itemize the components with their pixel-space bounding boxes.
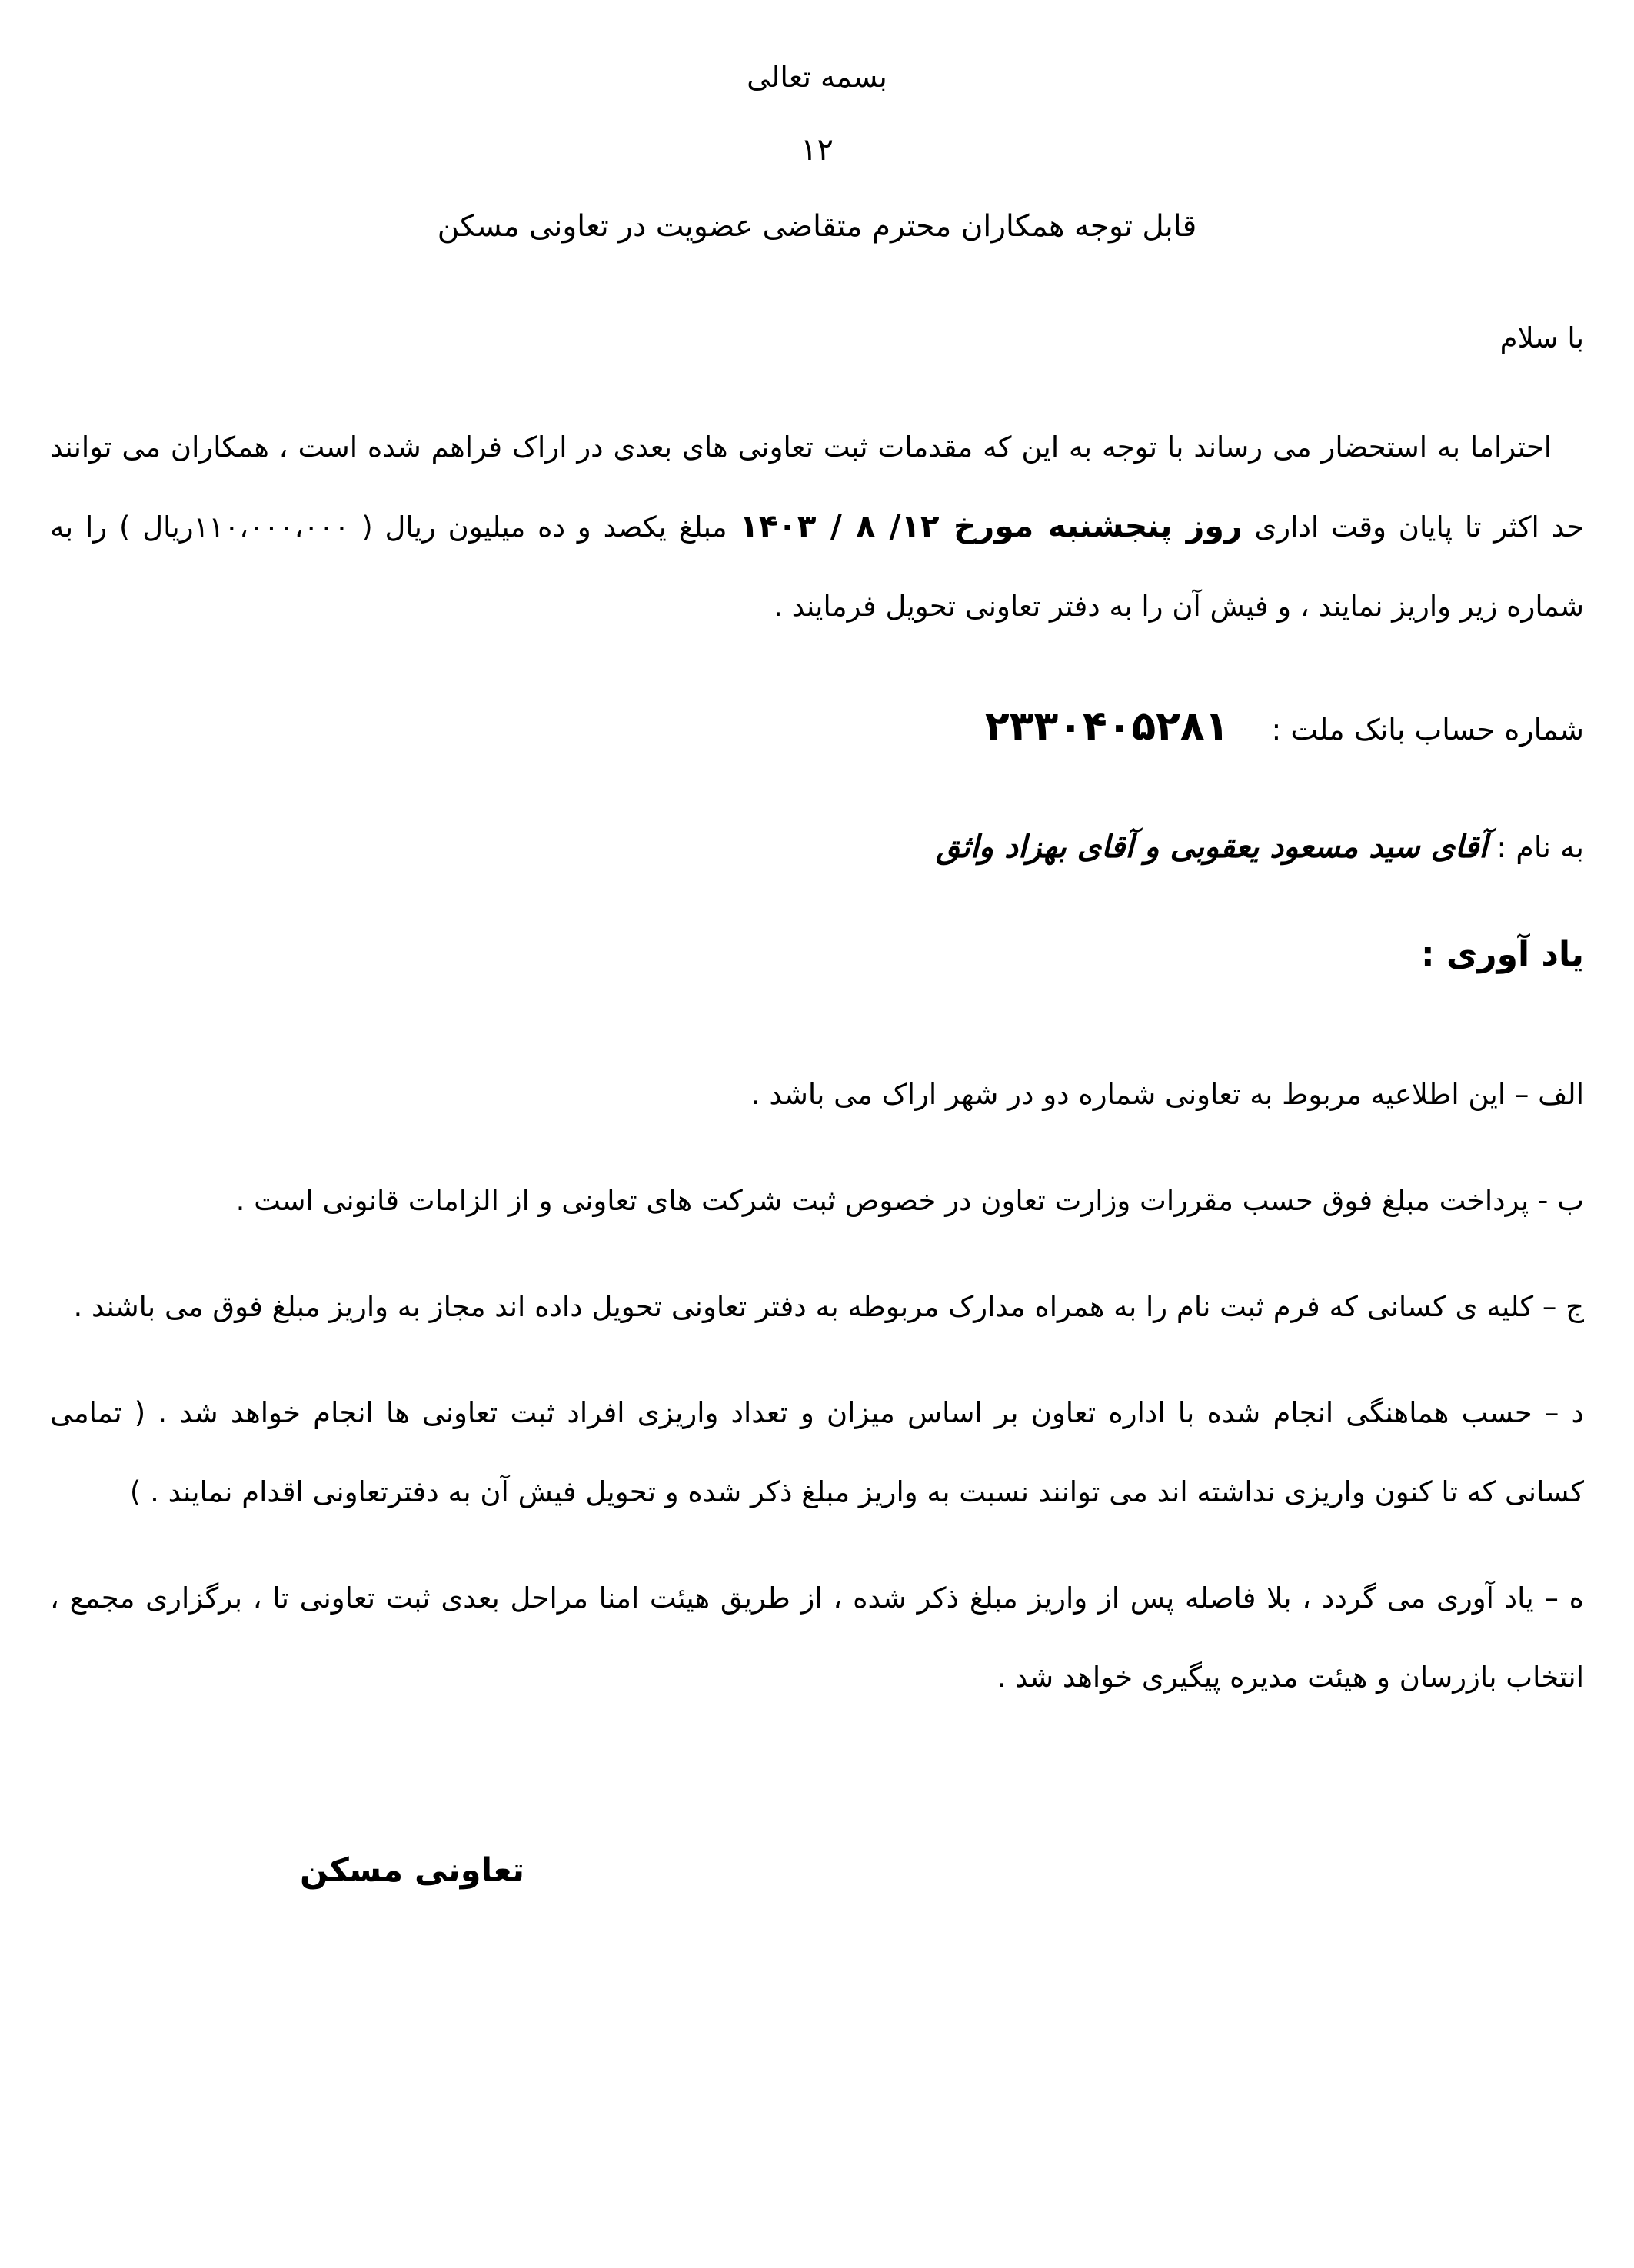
reminder-heading: یاد آوری :	[1421, 935, 1584, 974]
payee-row	[50, 820, 1584, 874]
intro-part2: مبلغ یکصد و ده میلیون ریال ( ۱۱۰،۰۰۰،۰۰۰ریال ) را به شماره زیر واریز نمایند ، و فیش آن را به دفتر تعاونی تحویل فرمایند .	[50, 510, 1584, 623]
note-item-he: ه – یاد آوری می گردد ، بلا فاصله پس از واریز مبلغ ذکر شده ، از طریق هیئت امنا مراحل بعدی ثبت تعاونی تا ، برگزاری مجمع ، انتخاب بازرسان و هیئت مدیره پیگیری خواهد شد .	[50, 1581, 1584, 1694]
intro-part1: احتراما به استحضار می رساند با توجه به این که مقدمات ثبت تعاونی های بعدی در اراک فراهم شده است ، همکاران می توانند حد اکثر تا پایان وقت اداری	[50, 431, 1584, 544]
note-item-alef: الف – این اطلاعیه مربوط به تعاونی شماره دو در شهر اراک می باشد .	[750, 1078, 1584, 1111]
intro-paragraph	[50, 407, 1584, 646]
page-number: ۱۲	[800, 132, 834, 168]
signature-text: تعاونی مسکن	[300, 1851, 524, 1890]
notes-list	[50, 1055, 1584, 1717]
bank-account-number: ۲۳۳۰۴۰۵۲۸۱	[985, 703, 1230, 750]
payee-label: به نام :	[1487, 830, 1584, 864]
note-item-be: ب - پرداخت مبلغ فوق حسب مقررات وزارت تعاون در خصوص ثبت شرکت های تعاونی و از الزامات قانونی است .	[235, 1184, 1584, 1217]
note-item-jim: ج – کلیه ی کسانی که فرم ثبت نام را به همراه مدارک مربوطه به دفتر تعاونی تحویل داده اند مجاز به واریز مبلغ فوق می باشند .	[73, 1290, 1584, 1323]
bismillah-text: بسمه تعالی	[747, 60, 887, 94]
note-item-dal: د – حسب هماهنگی انجام شده با اداره تعاون بر اساس میزان و تعداد واریزی افراد ثبت تعاونی ها انجام خواهد شد . ( تمامی کسانی که تا کنون واریزی نداشته اند می توانند نسبت به واریز مبلغ ذکر شده و تحویل فیش آن به دفترتعاونی اقدام نمایند . )	[50, 1396, 1584, 1508]
deadline-emphasis: روز پنجشنبه مورخ ۱۲/ ۸ / ۱۴۰۳	[739, 507, 1243, 544]
bank-account-label: شماره حساب بانک ملت :	[1271, 713, 1584, 747]
bank-account-row	[50, 700, 1584, 763]
payee-names: آقای سید مسعود یعقوبی و آقای بهزاد واثق	[936, 830, 1488, 865]
greeting-text: با سلام	[1499, 321, 1584, 354]
notice-title: قابل توجه همکاران محترم متقاضی عضویت در تعاونی مسکن	[437, 209, 1197, 244]
